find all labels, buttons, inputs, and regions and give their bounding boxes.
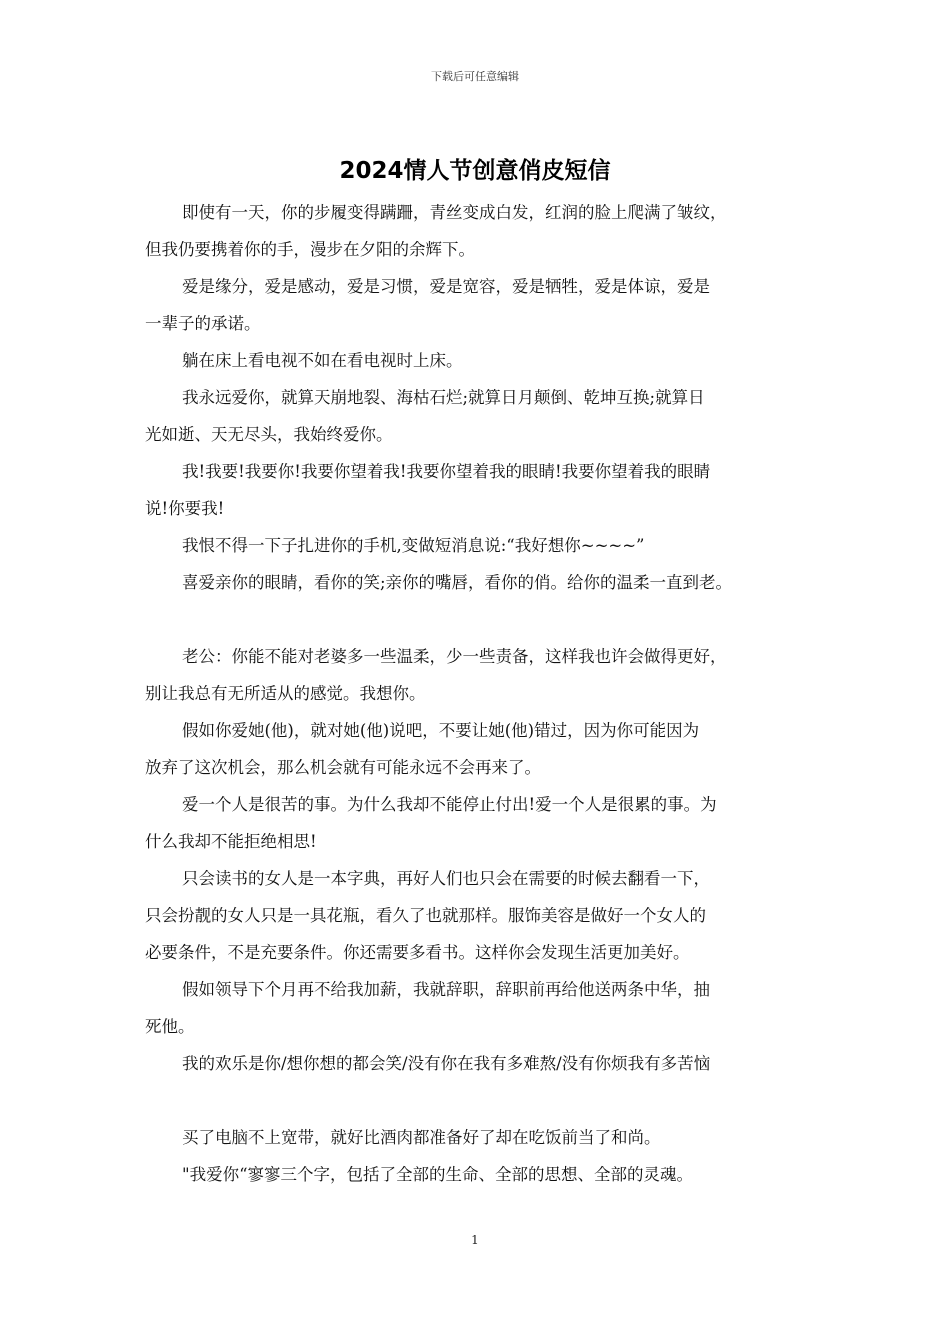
- paragraph: [145, 860, 835, 971]
- paragraph-line: 一辈子的承诺。: [145, 314, 261, 333]
- paragraph-line: 光如逝、天无尽头，我始终爱你。: [145, 425, 393, 444]
- paragraph: [145, 786, 835, 860]
- paragraph-line: 放弃了这次机会，那么机会就有可能永远不会再来了。: [145, 758, 541, 777]
- document-body: [145, 194, 835, 1193]
- paragraph-line: 躺在床上看电视不如在看电视时上床。: [182, 351, 463, 370]
- header-note: 下载后可任意编辑: [431, 70, 519, 83]
- page-number: 1: [471, 1233, 479, 1247]
- paragraph-line: 老公：你能不能对老婆多一些温柔，少一些责备，这样我也许会做得更好，: [182, 647, 727, 666]
- paragraph: [145, 971, 835, 1045]
- paragraph-line: 我!我要!我要你!我要你望着我!我要你望着我的眼睛!我要你望着我的眼睛: [182, 462, 711, 481]
- paragraph: [145, 527, 835, 564]
- document-title: 2024情人节创意俏皮短信: [339, 158, 611, 184]
- paragraph-line: 假如领导下个月再不给我加薪，我就辞职，辞职前再给他送两条中华，抽: [182, 980, 710, 999]
- paragraph-line: 别让我总有无所适从的感觉。我想你。: [145, 684, 426, 703]
- paragraph-line: 我永远爱你，就算天崩地裂、海枯石烂;就算日月颠倒、乾坤互换;就算日: [182, 388, 705, 407]
- paragraph-line: 只会读书的女人是一本字典，再好人们也只会在需要的时候去翻看一下，: [182, 869, 710, 888]
- paragraph-line: 假如你爱她(他)，就对她(他)说吧，不要让她(他)错过，因为你可能因为: [182, 721, 700, 740]
- paragraph-line: "我爱你“寥寥三个字，包括了全部的生命、全部的思想、全部的灵魂。: [182, 1165, 694, 1184]
- paragraph-line: 买了电脑不上宽带，就好比酒肉都准备好了却在吃饭前当了和尚。: [182, 1128, 661, 1147]
- paragraph-line: 即使有一天，你的步履变得蹒跚，青丝变成白发，红润的脸上爬满了皱纹，: [182, 203, 727, 222]
- paragraph: [145, 268, 835, 342]
- paragraph-line: 说!你要我!: [145, 499, 225, 518]
- paragraph: [145, 712, 835, 786]
- paragraph-line: 爱一个人是很苦的事。为什么我却不能停止付出!爱一个人是很累的事。为: [182, 795, 717, 814]
- paragraph: [145, 564, 835, 601]
- paragraph: [145, 1045, 835, 1082]
- paragraph-line: 死他。: [145, 1017, 195, 1036]
- paragraph: [145, 379, 835, 453]
- paragraph-line: 喜爱亲你的眼睛，看你的笑;亲你的嘴唇，看你的俏。给你的温柔一直到老。: [182, 573, 733, 592]
- blank-line: [145, 1082, 835, 1119]
- paragraph-line: 只会扮靓的女人只是一具花瓶，看久了也就那样。服饰美容是做好一个女人的: [145, 906, 706, 925]
- paragraph-line: 但我仍要携着你的手，漫步在夕阳的余辉下。: [145, 240, 475, 259]
- paragraph: [145, 638, 835, 712]
- paragraph: [145, 194, 835, 268]
- paragraph: [145, 1156, 835, 1193]
- paragraph-line: 必要条件，不是充要条件。你还需要多看书。这样你会发现生活更加美好。: [145, 943, 690, 962]
- paragraph: [145, 342, 835, 379]
- paragraph: [145, 1119, 835, 1156]
- paragraph-line: 我的欢乐是你/想你想的都会笑/没有你在我有多难熬/没有你烦我有多苦恼: [182, 1054, 711, 1073]
- paragraph-line: 爱是缘分，爱是感动，爱是习惯，爱是宽容，爱是牺牲，爱是体谅，爱是: [182, 277, 710, 296]
- paragraph-line: 我恨不得一下子扎进你的手机,变做短消息说:“我好想你~~~~”: [182, 536, 645, 555]
- paragraph-line: 什么我却不能拒绝相思!: [145, 832, 317, 851]
- paragraph: [145, 453, 835, 527]
- blank-line: [145, 601, 835, 638]
